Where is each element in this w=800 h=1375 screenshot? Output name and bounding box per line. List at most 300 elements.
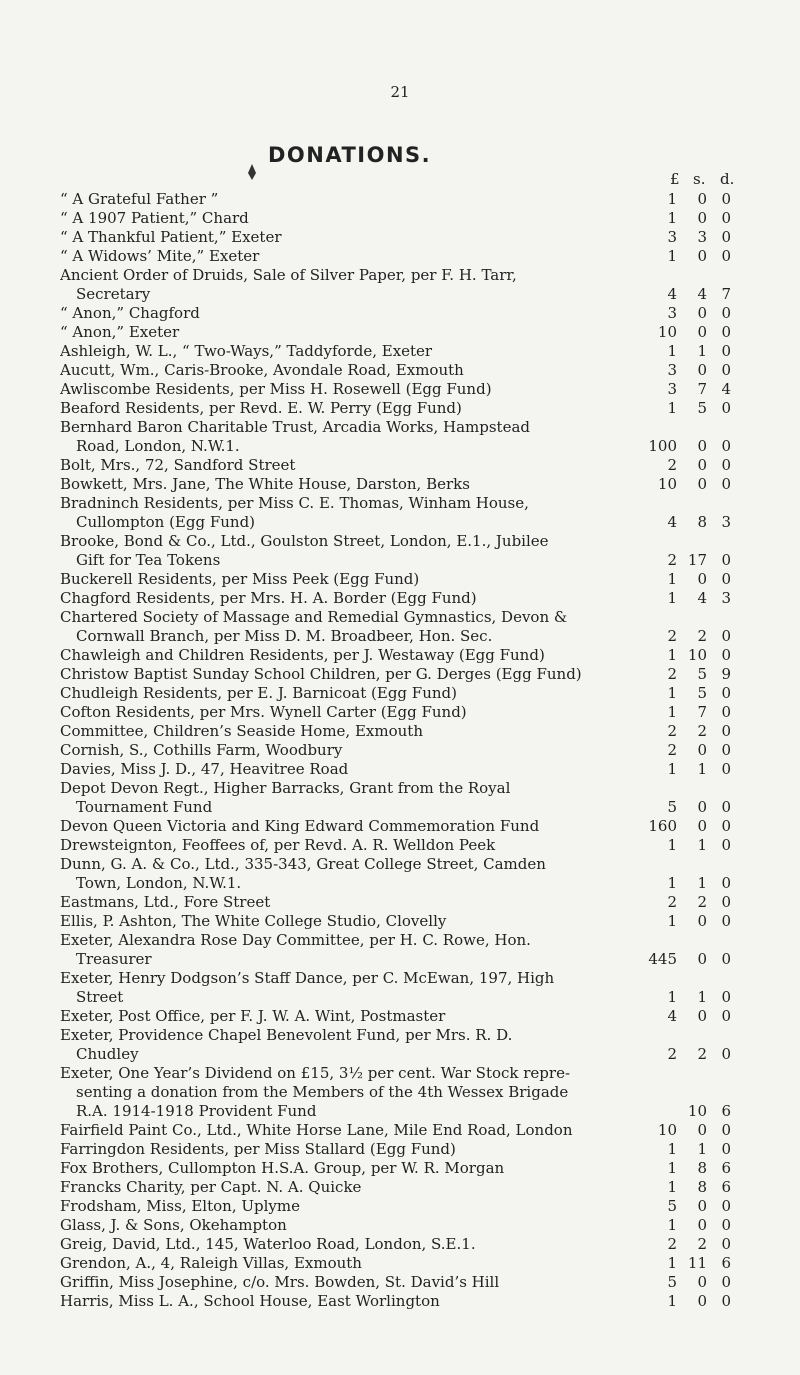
donation-amount (595, 1159, 760, 1178)
donation-amount (595, 228, 760, 247)
donor-description (60, 323, 595, 342)
shillings-value: 4 (697, 589, 707, 607)
donation-amount (595, 209, 760, 228)
donor-description (60, 703, 595, 722)
shillings-value: 1 (697, 1140, 707, 1158)
pence-value: 0 (721, 1007, 731, 1025)
pence-value: 0 (721, 1273, 731, 1291)
donation-entry (60, 1026, 760, 1064)
donor-description (60, 1064, 595, 1121)
pounds-value: 1 (667, 703, 677, 721)
shillings-value: 2 (697, 1045, 707, 1063)
shillings-value: 0 (697, 912, 707, 930)
shillings-value: 10 (687, 1102, 707, 1120)
donor-description (60, 589, 595, 608)
page-number: 21 (390, 83, 410, 101)
pounds-value: 5 (667, 1273, 677, 1291)
shillings-value: 1 (697, 342, 707, 360)
donor-description (60, 1235, 595, 1254)
pounds-value: 1 (667, 988, 677, 1006)
shillings-value: 0 (697, 209, 707, 227)
donor-description (60, 760, 595, 779)
donation-amount (595, 893, 760, 912)
pence-value: 0 (721, 304, 731, 322)
donation-entry (60, 969, 760, 1007)
pounds-value: 10 (657, 1121, 677, 1139)
pounds-value: 1 (667, 1140, 677, 1158)
donor-line: Committee, Children’s Seaside Home, Exmouth (60, 722, 423, 740)
donation-amount (595, 665, 760, 684)
donation-amount (595, 741, 760, 760)
pounds-value: 1 (667, 874, 677, 892)
pence-value: 0 (721, 817, 731, 835)
pounds-value: 5 (667, 1197, 677, 1215)
donation-amount (595, 399, 760, 418)
donation-entry (60, 703, 760, 722)
donor-description (60, 570, 595, 589)
pence-value: 0 (721, 1121, 731, 1139)
pence-value: 0 (721, 836, 731, 854)
donor-description (60, 855, 595, 893)
pounds-value: 3 (667, 304, 677, 322)
donation-amount (595, 342, 760, 361)
donor-description (60, 1197, 595, 1216)
donation-amount (595, 361, 760, 380)
amount-column-headers (605, 170, 755, 190)
pounds-value: 1 (667, 190, 677, 208)
shillings-value: 0 (697, 1121, 707, 1139)
pence-value: 0 (721, 1140, 731, 1158)
pence-value: 0 (721, 988, 731, 1006)
pounds-value: 2 (667, 627, 677, 645)
donor-description (60, 380, 595, 399)
donor-line: Exeter, Alexandra Rose Day Committee, per H. C. Rowe, Hon. (60, 931, 531, 949)
donation-amount (595, 190, 760, 209)
donor-description (60, 646, 595, 665)
pence-value: 0 (721, 1197, 731, 1215)
donor-description (60, 1273, 595, 1292)
donor-description (60, 304, 595, 323)
shillings-value: 2 (697, 627, 707, 645)
pounds-value: 2 (667, 741, 677, 759)
donor-description (60, 1140, 595, 1159)
donor-line: Ancient Order of Druids, Sale of Silver Paper, per F. H. Tarr, (60, 266, 517, 284)
donor-line: “ A 1907 Patient,” Chard (60, 209, 249, 227)
donation-amount (595, 418, 760, 456)
donor-line: “ A Grateful Father ” (60, 190, 219, 208)
pence-header: d. (720, 170, 735, 188)
donation-amount (595, 646, 760, 665)
donor-line: Exeter, Post Office, per F. J. W. A. Wint, Postmaster (60, 1007, 446, 1025)
donation-list (60, 190, 760, 1311)
donor-description (60, 266, 595, 304)
donor-line: Bradninch Residents, per Miss C. E. Thomas, Winham House, (60, 494, 529, 512)
pounds-value: 1 (667, 1292, 677, 1310)
donor-line: Greig, David, Ltd., 145, Waterloo Road, London, S.E.1. (60, 1235, 476, 1253)
donor-description (60, 1121, 595, 1140)
pence-value: 0 (721, 399, 731, 417)
shillings-value: 0 (697, 304, 707, 322)
pounds-value: 1 (667, 912, 677, 930)
shillings-value: 1 (697, 988, 707, 1006)
pounds-value: 2 (667, 551, 677, 569)
pence-value: 4 (721, 380, 731, 398)
pounds-value: 10 (657, 475, 677, 493)
donation-entry (60, 855, 760, 893)
donor-description (60, 456, 595, 475)
shillings-value: 7 (697, 703, 707, 721)
donor-line: Chartered Society of Massage and Remedial Gymnastics, Devon & (60, 608, 568, 626)
donor-line: Christow Baptist Sunday School Children, per G. Derges (Egg Fund) (60, 665, 582, 683)
shillings-value: 7 (697, 380, 707, 398)
pounds-value: 1 (667, 1254, 677, 1272)
donation-entry (60, 532, 760, 570)
pence-value: 0 (721, 1235, 731, 1253)
donation-amount (595, 1254, 760, 1273)
donor-description (60, 931, 595, 969)
pounds-value: 2 (667, 1235, 677, 1253)
donor-description (60, 1026, 595, 1064)
pence-value: 0 (721, 627, 731, 645)
shillings-value: 17 (687, 551, 707, 569)
pence-value: 3 (721, 513, 731, 531)
pounds-value: 4 (667, 285, 677, 303)
donor-line: Frodsham, Miss, Elton, Uplyme (60, 1197, 300, 1215)
pence-value: 0 (721, 361, 731, 379)
shillings-value: 0 (697, 798, 707, 816)
pence-value: 0 (721, 475, 731, 493)
shillings-value: 10 (687, 646, 707, 664)
donation-entry (60, 209, 760, 228)
donation-amount (595, 1178, 760, 1197)
donation-entry (60, 912, 760, 931)
donor-line: Exeter, Providence Chapel Benevolent Fund, per Mrs. R. D. (60, 1026, 513, 1044)
donation-entry (60, 722, 760, 741)
donation-amount (595, 703, 760, 722)
donation-entry (60, 817, 760, 836)
pence-value: 0 (721, 551, 731, 569)
pence-value: 0 (721, 570, 731, 588)
shillings-value: 5 (697, 665, 707, 683)
pence-value: 7 (721, 285, 731, 303)
pence-value: 0 (721, 323, 731, 341)
pence-value: 0 (721, 741, 731, 759)
pence-value: 0 (721, 893, 731, 911)
donor-line: Glass, J. & Sons, Okehampton (60, 1216, 287, 1234)
shillings-value: 0 (697, 741, 707, 759)
donor-line: Cornwall Branch, per Miss D. M. Broadbeer, Hon. Sec. (76, 627, 493, 645)
donation-entry (60, 494, 760, 532)
donor-description (60, 247, 595, 266)
donor-line: Chudleigh Residents, per E. J. Barnicoat (Egg Fund) (60, 684, 457, 702)
donor-description (60, 969, 595, 1007)
pounds-value: 1 (667, 209, 677, 227)
donor-line: R.A. 1914-1918 Provident Fund (76, 1102, 317, 1120)
donation-amount (595, 1216, 760, 1235)
pence-value: 0 (721, 209, 731, 227)
pence-value: 0 (721, 703, 731, 721)
donor-line: “ Anon,” Exeter (60, 323, 180, 341)
shillings-value: 8 (697, 1159, 707, 1177)
pounds-value: 2 (667, 456, 677, 474)
pounds-value: 2 (667, 722, 677, 740)
pounds-value: 1 (667, 247, 677, 265)
shillings-value: 0 (697, 1292, 707, 1310)
pence-value: 0 (721, 456, 731, 474)
pence-value: 6 (721, 1178, 731, 1196)
donor-line: Chagford Residents, per Mrs. H. A. Border (Egg Fund) (60, 589, 477, 607)
donor-description (60, 532, 595, 570)
shillings-value: 0 (697, 437, 707, 455)
pence-value: 0 (721, 437, 731, 455)
donor-description (60, 1159, 595, 1178)
donor-line: “ Anon,” Chagford (60, 304, 200, 322)
pence-value: 0 (721, 874, 731, 892)
donation-amount (595, 855, 760, 893)
donation-entry (60, 1064, 760, 1121)
donor-description (60, 475, 595, 494)
page-title: DONATIONS. (268, 143, 432, 167)
donor-description (60, 836, 595, 855)
pounds-value: 1 (667, 684, 677, 702)
donation-entry (60, 304, 760, 323)
shillings-value: 0 (697, 570, 707, 588)
donation-amount (595, 1140, 760, 1159)
donor-line: Davies, Miss J. D., 47, Heavitree Road (60, 760, 349, 778)
pence-value: 0 (721, 1292, 731, 1310)
shillings-value: 0 (697, 190, 707, 208)
donation-amount (595, 380, 760, 399)
donor-line: Street (76, 988, 124, 1006)
donation-amount (595, 1197, 760, 1216)
pounds-value: 2 (667, 1045, 677, 1063)
donation-amount (595, 456, 760, 475)
donor-line: Buckerell Residents, per Miss Peek (Egg Fund) (60, 570, 420, 588)
donation-entry (60, 1197, 760, 1216)
donor-description (60, 1007, 595, 1026)
donation-entry (60, 646, 760, 665)
pence-value: 0 (721, 247, 731, 265)
donation-amount (595, 1121, 760, 1140)
pence-value: 0 (721, 950, 731, 968)
donation-entry (60, 342, 760, 361)
shillings-value: 2 (697, 1235, 707, 1253)
donation-amount (595, 247, 760, 266)
donor-description (60, 494, 595, 532)
donor-line: Ellis, P. Ashton, The White College Studio, Clovelly (60, 912, 447, 930)
pounds-value: 1 (667, 836, 677, 854)
shillings-value: 1 (697, 836, 707, 854)
pence-value: 0 (721, 1216, 731, 1234)
donor-line: “ A Thankful Patient,” Exeter (60, 228, 282, 246)
donor-line: Bowkett, Mrs. Jane, The White House, Darston, Berks (60, 475, 470, 493)
donor-line: Exeter, Henry Dodgson’s Staff Dance, per C. McEwan, 197, High (60, 969, 555, 987)
donor-line: Town, London, N.W.1. (76, 874, 242, 892)
donor-description (60, 779, 595, 817)
pounds-value: 1 (667, 589, 677, 607)
donation-amount (595, 912, 760, 931)
shillings-value: 0 (697, 456, 707, 474)
donation-entry (60, 266, 760, 304)
pounds-value: 1 (667, 1216, 677, 1234)
ornament-icon (247, 163, 257, 181)
shillings-value: 2 (697, 722, 707, 740)
donor-description (60, 209, 595, 228)
donation-amount (595, 570, 760, 589)
donor-line: Tournament Fund (76, 798, 213, 816)
donation-amount (595, 1026, 760, 1064)
donation-amount (595, 817, 760, 836)
donation-entry (60, 1292, 760, 1311)
donor-description (60, 817, 595, 836)
donation-amount (595, 1007, 760, 1026)
donor-line: Chawleigh and Children Residents, per J. Westaway (Egg Fund) (60, 646, 545, 664)
donation-amount (595, 1064, 760, 1121)
donor-description (60, 893, 595, 912)
donation-entry (60, 361, 760, 380)
donation-amount (595, 931, 760, 969)
donor-description (60, 1292, 595, 1311)
donor-description (60, 1178, 595, 1197)
shillings-value: 0 (697, 817, 707, 835)
pounds-value: 3 (667, 228, 677, 246)
donor-line: Chudley (76, 1045, 139, 1063)
donation-amount (595, 304, 760, 323)
donation-amount (595, 266, 760, 304)
shillings-value: 2 (697, 893, 707, 911)
donation-amount (595, 532, 760, 570)
donation-amount (595, 608, 760, 646)
pounds-value: 2 (667, 665, 677, 683)
pence-value: 0 (721, 1045, 731, 1063)
donation-amount (595, 779, 760, 817)
pence-value: 6 (721, 1102, 731, 1120)
donor-line: Gift for Tea Tokens (76, 551, 221, 569)
shillings-value: 0 (697, 323, 707, 341)
donor-description (60, 1216, 595, 1235)
shillings-value: 8 (697, 1178, 707, 1196)
donor-line: Francks Charity, per Capt. N. A. Quicke (60, 1178, 362, 1196)
donation-entry (60, 418, 760, 456)
donation-entry (60, 1235, 760, 1254)
donor-description (60, 418, 595, 456)
donation-entry (60, 589, 760, 608)
pounds-value: 1 (667, 570, 677, 588)
donation-entry (60, 836, 760, 855)
pounds-value: 5 (667, 798, 677, 816)
pence-value: 0 (721, 342, 731, 360)
donor-line: Drewsteignton, Feoffees of, per Revd. A. R. Welldon Peek (60, 836, 496, 854)
pounds-value: 1 (667, 399, 677, 417)
donation-entry (60, 1007, 760, 1026)
pounds-value: 445 (648, 950, 677, 968)
donor-description (60, 190, 595, 209)
donor-line: Fairfield Paint Co., Ltd., White Horse Lane, Mile End Road, London (60, 1121, 573, 1139)
donation-entry (60, 456, 760, 475)
donation-amount (595, 323, 760, 342)
pounds-value: 160 (648, 817, 677, 835)
shillings-value: 3 (697, 228, 707, 246)
donation-entry (60, 475, 760, 494)
shillings-value: 11 (687, 1254, 707, 1272)
donation-entry (60, 760, 760, 779)
pounds-value: 100 (648, 437, 677, 455)
donation-amount (595, 1235, 760, 1254)
pence-value: 0 (721, 722, 731, 740)
donation-entry (60, 741, 760, 760)
pounds-value: 2 (667, 893, 677, 911)
pence-value: 0 (721, 228, 731, 246)
donor-line: Dunn, G. A. & Co., Ltd., 335-343, Great College Street, Camden (60, 855, 546, 873)
donor-line: Beaford Residents, per Revd. E. W. Perry (Egg Fund) (60, 399, 462, 417)
donor-description (60, 912, 595, 931)
donation-entry (60, 380, 760, 399)
pence-value: 0 (721, 646, 731, 664)
donor-line: Aucutt, Wm., Caris-Brooke, Avondale Road, Exmouth (60, 361, 464, 379)
donation-entry (60, 665, 760, 684)
donor-line: Cornish, S., Cothills Farm, Woodbury (60, 741, 343, 759)
donation-entry (60, 1216, 760, 1235)
donor-line: Awliscombe Residents, per Miss H. Rosewell (Egg Fund) (60, 380, 492, 398)
donor-line: Griffin, Miss Josephine, c/o. Mrs. Bowden, St. David’s Hill (60, 1273, 500, 1291)
donor-description (60, 399, 595, 418)
donor-description (60, 608, 595, 646)
donation-amount (595, 969, 760, 1007)
donation-amount (595, 1292, 760, 1311)
pounds-value: 3 (667, 361, 677, 379)
donor-description (60, 722, 595, 741)
donor-line: Treasurer (76, 950, 152, 968)
donation-amount (595, 836, 760, 855)
donor-line: senting a donation from the Members of the 4th Wessex Brigade (76, 1083, 569, 1101)
pounds-value: 4 (667, 513, 677, 531)
donor-description (60, 665, 595, 684)
donation-entry (60, 247, 760, 266)
shillings-value: 0 (697, 475, 707, 493)
shillings-value: 8 (697, 513, 707, 531)
donor-line: Bolt, Mrs., 72, Sandford Street (60, 456, 296, 474)
shillings-value: 0 (697, 1007, 707, 1025)
shillings-value: 0 (697, 950, 707, 968)
pounds-header: £ (670, 170, 680, 188)
donor-line: Fox Brothers, Cullompton H.S.A. Group, per W. R. Morgan (60, 1159, 505, 1177)
pounds-value: 1 (667, 1178, 677, 1196)
donation-entry (60, 1121, 760, 1140)
donor-line: Eastmans, Ltd., Fore Street (60, 893, 271, 911)
donor-line: Grendon, A., 4, Raleigh Villas, Exmouth (60, 1254, 362, 1272)
donation-entry (60, 608, 760, 646)
shillings-value: 1 (697, 874, 707, 892)
pence-value: 0 (721, 912, 731, 930)
pence-value: 0 (721, 190, 731, 208)
pence-value: 0 (721, 798, 731, 816)
shillings-value: 4 (697, 285, 707, 303)
shillings-value: 1 (697, 760, 707, 778)
donor-description (60, 342, 595, 361)
donor-description (60, 1254, 595, 1273)
donation-entry (60, 1178, 760, 1197)
pounds-value: 3 (667, 380, 677, 398)
shillings-value: 0 (697, 1273, 707, 1291)
pence-value: 3 (721, 589, 731, 607)
donor-line: Depot Devon Regt., Higher Barracks, Grant from the Royal (60, 779, 511, 797)
donor-line: Ashleigh, W. L., “ Two-Ways,” Taddyforde, Exeter (60, 342, 433, 360)
donation-entry (60, 893, 760, 912)
pounds-value: 1 (667, 646, 677, 664)
pence-value: 0 (721, 684, 731, 702)
shillings-value: 5 (697, 399, 707, 417)
donor-line: Exeter, One Year’s Dividend on £15, 3½ per cent. War Stock repre- (60, 1064, 571, 1082)
